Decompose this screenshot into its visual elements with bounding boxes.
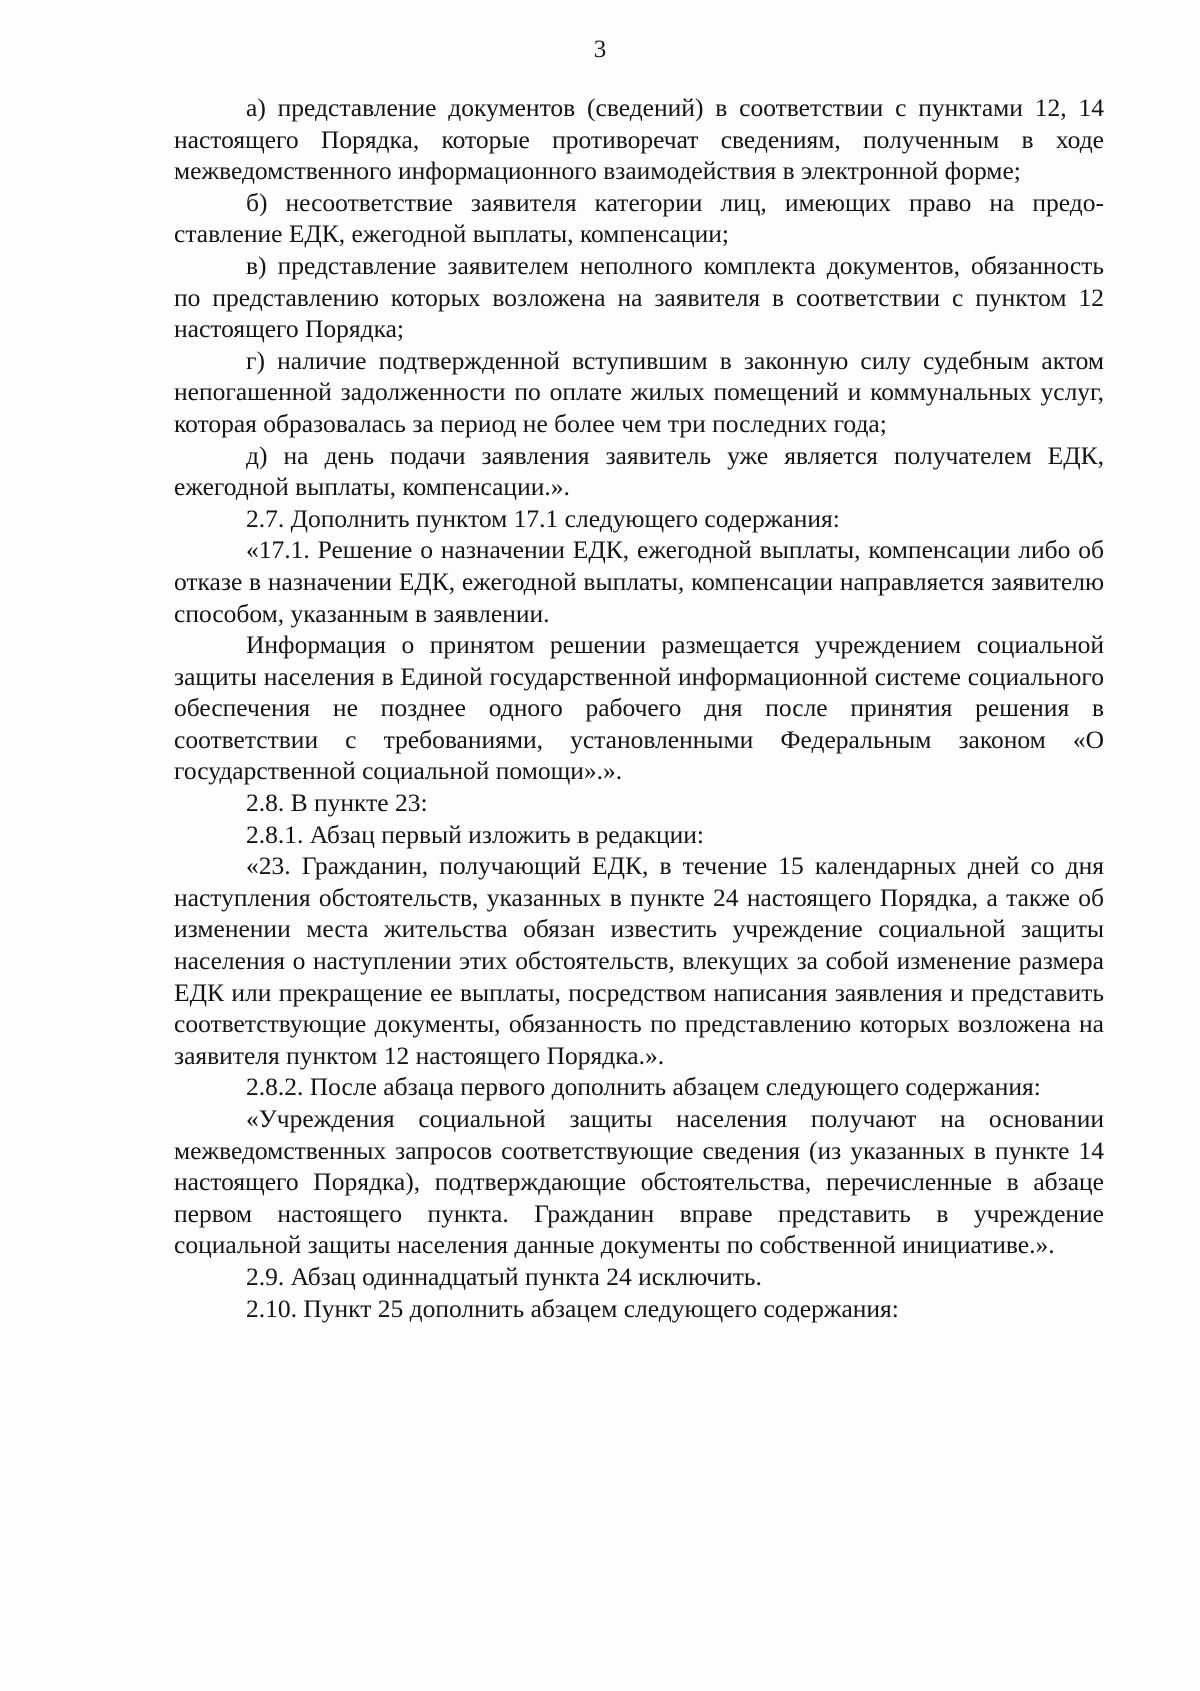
paragraph-g: г) наличие подтвержденной вступившим в законную силу судебным актом непогашенной задолженности по оплате жилых помещений и коммунальных услуг, которая образовалась за период не более чем три последних года; (174, 345, 1104, 438)
paragraph-2-9: 2.9. Абзац одиннадцатый пункта 24 исключить. (246, 1261, 762, 1291)
document-body (174, 92, 1104, 1324)
page-number: 3 (593, 36, 607, 63)
paragraph-institutions: «Учреждения социальной защиты населения получают на основании межведомственных запросов соответствующие сведения (из указанных в пункте 14 настоящего Порядка), подтверждающие обстоятельства, перечисленные в абзаце первом настоящего пункта. Гражданин вправе представить в учреждение социальной защиты населения данные документы по собственной инициативе.». (174, 1104, 1104, 1260)
paragraph-b: б) несоответствие заявителя категории лиц, имеющих право на предоставление ЕДК, ежегодной выплаты, компенсации; (174, 187, 1104, 249)
paragraph-v: в) представление заявителем неполного комплекта документов, обязанность по представлению которых возложена на заявителя в соответствии с пунктом 12 настоящего Порядка; (174, 250, 1104, 344)
paragraph-information: Информация о принятом решении размещается учреждением социальной защиты населения в Единой государственной информационной системе социального обеспечения не позднее одного рабочего дня после принятия решения в соответствии с требованиями, установленными Федеральным законом «О государственной социальной помощи».». (174, 630, 1104, 786)
paragraph-2-7: 2.7. Дополнить пунктом 17.1 следующего содержания: (246, 503, 840, 533)
paragraph-23: «23. Гражданин, получающий ЕДК, в течение 15 календарных дней со дня наступления обстоятельств, указанных в пункте 24 настоящего Порядка, а также об изменении места жительства обязан известить учреждение социальной защиты населения о наступлении этих обстоятельств, влекущих за собой изменение размера ЕДК или прекращение ее выплаты, посредством написания заявления и представить соответствующие документы, обязанность по представлению которых возложена на заявителя пунктом 12 настоящего Порядка.». (174, 851, 1104, 1070)
paragraph-d: д) на день подачи заявления заявитель уже является получателем ЕДК, ежегодной выплаты, компенсации.». (174, 440, 1104, 502)
paragraph-2-8-2: 2.8.2. После абзаца первого дополнить абзацем следующего содержания: (246, 1072, 1041, 1102)
paragraph-17-1: «17.1. Решение о назначении ЕДК, ежегодной выплаты, компенсации либо об отказе в назначении ЕДК, ежегодной выплаты, компенсации направляется заявителю способом, указанным в заявлении. (174, 535, 1104, 628)
paragraph-2-10: 2.10. Пункт 25 дополнить абзацем следующего содержания: (246, 1293, 899, 1323)
paragraph-2-8: 2.8. В пункте 23: (246, 788, 428, 818)
paragraph-a: а) представление документов (сведений) в соответствии с пунктами 12, 14 настоящего Порядка, которые противоречат сведениям, полученным в ходе межведомственного информационного взаимодействия в электронной форме; (174, 93, 1104, 186)
paragraph-2-8-1: 2.8.1. Абзац первый изложить в редакции: (246, 819, 704, 849)
